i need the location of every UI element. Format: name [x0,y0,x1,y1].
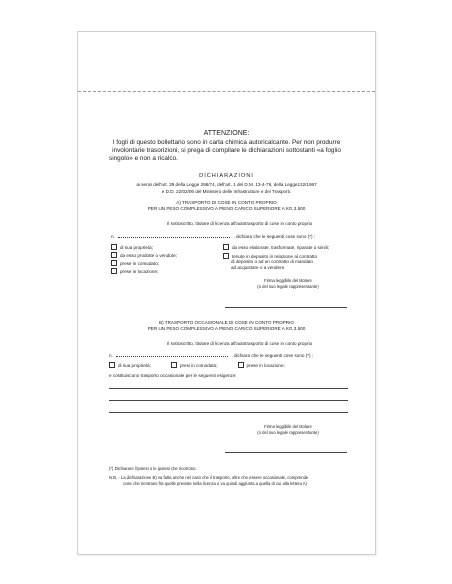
section-b-sign-label-2: (o del suo legale rappresentante) [257,430,319,435]
section-b-needs: e costituiscono trasporto occasionale per le seguenti esigenze: [109,373,237,378]
declarations-law-1: ai sensi dell'art. 39 della Legge 298/74, dell'art. 1 del D.M. 13-4-79, della Legge132/1987 [136,182,317,187]
footer-nb-line-1: N.B. - La dichiarazione B) va fatta anche nel caso che il trasporto, oltre che essere occasionale, comprende [109,475,309,480]
license-number-label: n. [109,353,113,358]
section-a-intro: Il sottoscritto, titolare di licenza all'autotrasporto di cose in conto proprio [167,221,313,226]
section-b-signature-line[interactable] [225,452,347,453]
section-b-sign-label-1: Firma leggibile del titolare [264,424,312,429]
declarations-law-2: e D.D. 22/02/06 del Ministero delle Infrastrutture e dei Trasporti. [161,189,292,194]
footer-nb-line-2: cose che rientrano fra quelle previste nella licenza e va quindi aggiunta a quella di cui alla lettera A) [123,481,307,486]
section-a-heading-1: A) TRASPORTO DI COSE IN CONTO PROPRIO [176,200,277,205]
section-a-signature-line[interactable] [225,307,347,308]
checkbox[interactable] [223,244,229,250]
checkbox[interactable] [109,362,115,368]
section-a-declares: , dichiara che le seguenti cose sono (*) : [233,234,316,239]
section-a-left-options [111,243,177,275]
attention-title: ATTENZIONE: [203,130,250,137]
section-b-declares: , dichiara che le seguenti cose sono (*) : [231,353,314,358]
option-produced-sold[interactable]: da esso prodotte o vendute; [111,251,177,259]
checkbox[interactable] [111,252,117,258]
license-number-field[interactable] [118,233,230,238]
option-deposit-line-3: ad acquistare o a vendere. [231,265,286,270]
section-a-sign-label-1: Firma leggibile del titolare [264,278,312,283]
license-number-label: n. [111,234,115,239]
perforation-line [78,91,375,92]
needs-line-2[interactable] [109,400,348,401]
section-b-heading-1: B) TRASPORTO OCCASIONALE DI COSE IN CONTO PROPRIO [159,320,294,325]
section-b-heading-2: PER UN PESO COMPLESSIVO A PIENO CARICO SUPERIORE A KG 3.500 [147,326,306,331]
option-b-rental[interactable]: prese in locazione; [238,362,285,368]
option-deposit-line-2: di deposito o ad un contratto di mandato [231,259,313,264]
needs-line-1[interactable] [109,388,348,389]
option-b-loan[interactable]: presi in comodato; [171,362,218,368]
attention-line-2: involontarie trasorizioni, si prega di compilare le dichiarazioni sottostanti «a foglio [112,147,341,154]
option-own-property[interactable]: di sua proprietà; [111,243,177,251]
option-b-own-property[interactable]: di sua proprietà; [109,362,151,368]
section-a-license-row [111,233,315,240]
section-a-sign-label-2: (o del suo legale rappresentante) [257,284,319,289]
needs-line-3[interactable] [109,412,348,413]
option-loan[interactable]: prese in comodato; [111,259,177,267]
attention-line-3: singolo» e non a ricalco. [109,155,178,162]
section-b-intro: Il sottoscritto, titolare di licenza all'autotrasporto di cose in conto proprio [167,341,313,346]
footer-note: (*) Dichiarare l'ipotesi o le ipotesi che ricorrono. [109,466,197,471]
checkbox[interactable] [171,362,177,368]
section-a-heading-2: PER UN PESO COMPLESSIVO A PIENO CARICO SUPERIORE A KG 3.500 [147,206,306,211]
section-a-right-options [223,243,329,271]
license-number-field[interactable] [116,352,228,357]
checkbox[interactable] [111,244,117,250]
checkbox[interactable] [223,253,229,259]
declarations-title: DICHIARAZIONI [199,173,254,179]
section-b-license-row [109,352,313,359]
checkbox[interactable] [238,362,244,368]
checkbox[interactable] [111,268,117,274]
option-rental[interactable]: prese in locazione; [111,267,177,275]
option-deposit[interactable]: tenute in deposito in relazione al contratto [223,253,329,259]
attention-line-1: I fogli di questo bollettario sono in carta chimica autoricalcante. Per non produrre [112,139,341,146]
checkbox[interactable] [111,260,117,266]
section-b-options [109,362,285,368]
document-page [77,31,376,555]
option-processed[interactable]: da esso elaborate, trasformate, riparate o simili; [223,243,329,251]
